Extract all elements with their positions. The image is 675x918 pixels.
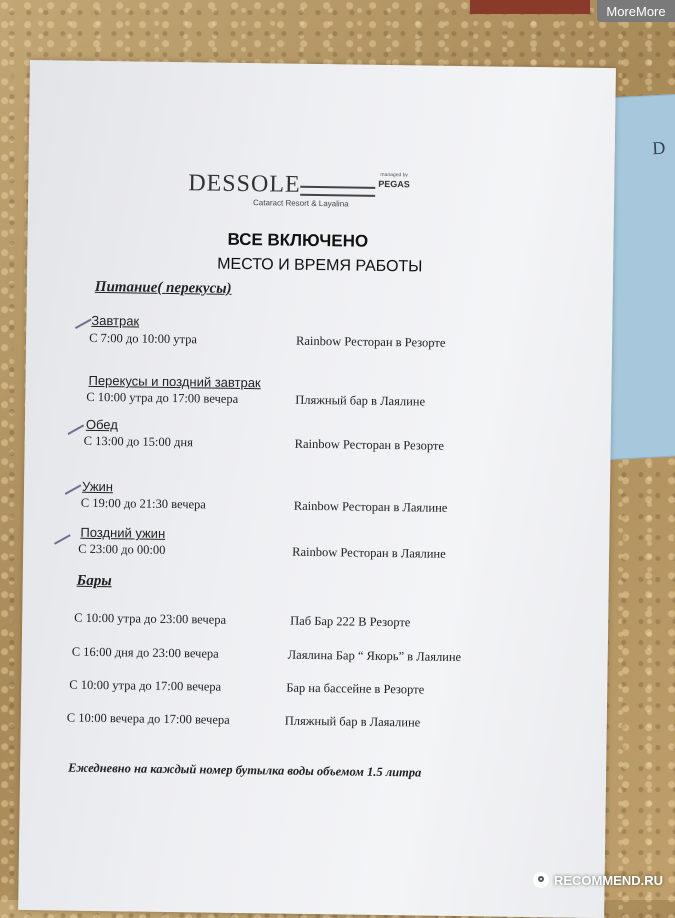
pen-mark	[54, 534, 71, 545]
meal-place: Rainbow Ресторан в Лаялине	[293, 498, 448, 515]
pen-mark	[75, 319, 92, 330]
meal-name: Поздний ужин	[80, 524, 166, 541]
page-subtitle: МЕСТО И ВРЕМЯ РАБОТЫ	[217, 255, 423, 276]
page-title: ВСЕ ВКЛЮЧЕНО	[227, 229, 369, 251]
partner-caption: managed by	[380, 171, 409, 179]
bar-time: С 10:00 утра до 17:00 вечера	[69, 677, 222, 694]
food-heading: Питание( перекусы)	[94, 278, 232, 297]
footer-note: Ежедневно на каждый номер бутылка воды объемом 1.5 литра	[68, 760, 422, 780]
meal-name: Ужин	[81, 478, 114, 495]
bars-heading: Бары	[76, 572, 112, 590]
meal-place: Пляжный бар в Лаялине	[295, 392, 426, 409]
meal-place: Rainbow Ресторан в Резорте	[296, 333, 446, 350]
meal-time: С 7:00 до 10:00 утра	[89, 330, 198, 347]
bar-place: Пляжный бар в Лаяалине	[284, 713, 421, 730]
red-object	[470, 0, 590, 14]
meal-time: С 13:00 до 15:00 дня	[83, 433, 193, 450]
more-button[interactable]: MoreMore	[597, 0, 675, 22]
bar-place: Бар на бассейне в Резорте	[286, 680, 425, 697]
blue-card-text: D	[651, 137, 666, 159]
pen-mark	[65, 484, 82, 495]
meal-name: Перекусы и поздний завтрак	[88, 372, 261, 391]
bar-time: С 16:00 дня до 23:00 вечера	[71, 644, 219, 661]
pen-mark	[67, 424, 84, 435]
bar-place: Паб Бар 222 В Резорте	[290, 613, 411, 630]
partner-logo: PEGAS	[378, 178, 410, 190]
meal-place: Rainbow Ресторан в Лаялине	[292, 544, 446, 561]
watermark	[533, 872, 663, 888]
meal-time: С 10:00 утра до 17:00 вечера	[86, 389, 239, 406]
logo-divider	[300, 186, 375, 197]
bar-time: С 10:00 вечера до 17:00 вечера	[66, 710, 230, 727]
bar-place: Лаялина Бар “ Якорь” в Лаялине	[287, 647, 462, 665]
bar-time: С 10:00 утра до 23:00 вечера	[74, 610, 227, 627]
meal-time: С 23:00 до 00:00	[78, 541, 166, 557]
meal-time: С 19:00 до 21:30 вечера	[80, 495, 207, 512]
meal-name: Обед	[85, 416, 118, 433]
logo-subtitle: Cataract Resort & Layalina	[252, 198, 349, 209]
meal-name: Завтрак	[91, 312, 140, 329]
info-sheet	[18, 60, 616, 918]
hotel-logo: DESSOLE	[188, 170, 301, 198]
recommend-icon	[533, 872, 549, 888]
meal-place: Rainbow Ресторан в Резорте	[294, 436, 445, 453]
watermark-text: RECOMMEND.RU	[553, 872, 663, 888]
